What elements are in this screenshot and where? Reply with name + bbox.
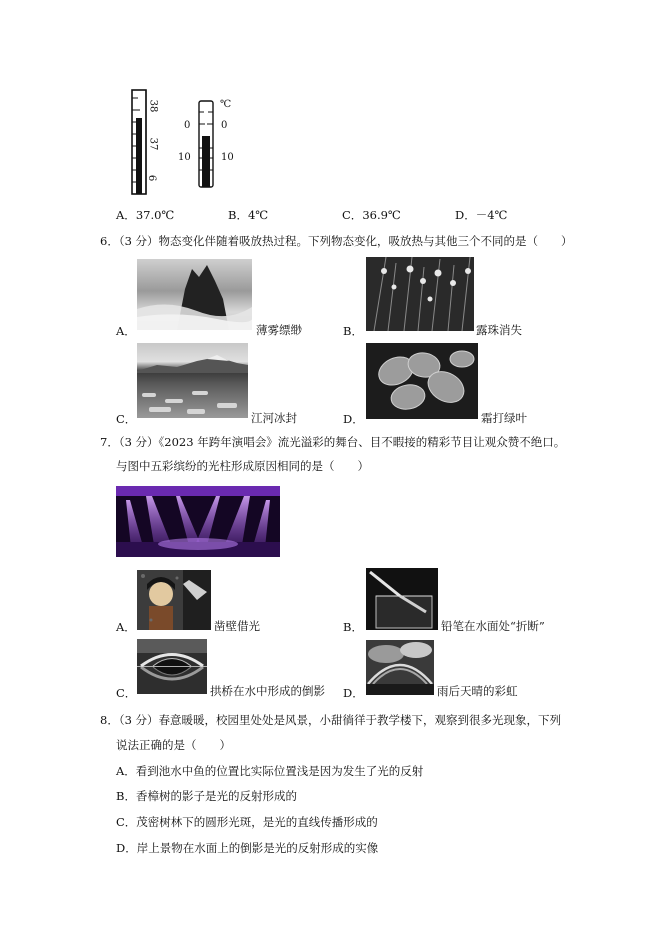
thermometer-label-6: 6 (146, 174, 158, 182)
q5-option-d (455, 207, 507, 223)
option-text: －4℃ (475, 208, 508, 222)
frost-leaves-photo (366, 343, 478, 419)
option-letter: A． (116, 208, 136, 222)
arch-bridge-reflection-picture (137, 639, 207, 694)
q6-option-d-caption: 霜打绿叶 (481, 411, 527, 425)
q5-option-b (228, 207, 268, 223)
option-letter: B． (228, 208, 248, 222)
q6-option-d-letter: D． (343, 412, 364, 426)
pencil-in-water-picture (366, 568, 438, 630)
option-text: 4℃ (247, 208, 269, 222)
scale-0-right: 0 (221, 120, 228, 131)
q7-option-b-letter: B． (343, 620, 363, 634)
rainbow-picture (366, 640, 434, 695)
q6-option-b-letter: B． (343, 324, 363, 338)
concert-stage-photo (116, 486, 280, 557)
q8-stem-line2: 说法正确的是（ ） (116, 738, 231, 752)
dew-grass-photo (366, 257, 474, 331)
q7-option-a-caption: 凿壁借光 (214, 619, 260, 633)
thermometer-unit: ℃ (220, 99, 232, 110)
option-letter: D． (455, 208, 476, 222)
fog-mountain-photo (137, 259, 252, 330)
q7-option-d-caption: 雨后天晴的彩虹 (437, 684, 518, 698)
q6-option-a-letter: A． (116, 324, 136, 338)
q7-option-d-letter: D． (343, 686, 364, 700)
q6-option-b-caption: 露珠消失 (476, 323, 522, 337)
borrow-light-picture (137, 570, 211, 630)
q7-option-a-letter: A． (116, 620, 136, 634)
q5-option-c (342, 207, 401, 223)
q6-stem: 6．（3 分）物态变化伴随着吸放热过程。下列物态变化，吸放热与其他三个不同的是（ ） (100, 234, 573, 248)
q7-option-b-caption: 铅笔在水面处“折断” (441, 619, 545, 633)
thermometer-label-38: 38 (147, 99, 159, 113)
option-text: 37.0℃ (135, 208, 175, 222)
q8-option-b: B．香樟树的影子是光的反射形成的 (116, 789, 297, 803)
scale-10-right: 10 (221, 152, 234, 163)
q8-stem-line1: 8．（3 分）春意暖暖，校园里处处是风景，小甜徜徉于教学楼下，观察到很多光现象，下列 (100, 713, 562, 727)
q7-option-c-letter: C． (116, 686, 137, 700)
scale-10-left: 10 (178, 152, 191, 163)
q8-option-a: A．看到池水中鱼的位置比实际位置浅是因为发生了光的反射 (116, 764, 424, 778)
q6-option-a-caption: 薄雾缥缈 (256, 323, 302, 337)
option-text: 36.9℃ (362, 208, 401, 222)
scale-0-left: 0 (184, 120, 191, 131)
q7-option-c-caption: 拱桥在水中形成的倒影 (210, 684, 325, 698)
q6-option-c-letter: C． (116, 412, 137, 426)
q7-stem-line1: 7．（3 分）《2023 年跨年演唱会》流光溢彩的舞台、目不暇接的精彩节目让观众赞不绝口。 (100, 435, 566, 449)
option-letter: C． (342, 208, 363, 222)
room-thermometer-figure (194, 100, 218, 190)
q6-option-c-caption: 江河冰封 (251, 411, 297, 425)
q7-stem-line2: 与图中五彩缤纷的光柱形成原因相同的是（ ） (116, 459, 369, 473)
thermometer-label-37: 37 (147, 137, 159, 151)
q8-option-d: D．岸上景物在水面上的倒影是光的反射形成的实像 (116, 841, 379, 855)
frozen-river-photo (137, 343, 248, 418)
q5-option-a (116, 207, 174, 223)
q8-option-c: C．茂密树林下的圆形光斑，是光的直线传播形成的 (116, 815, 378, 829)
